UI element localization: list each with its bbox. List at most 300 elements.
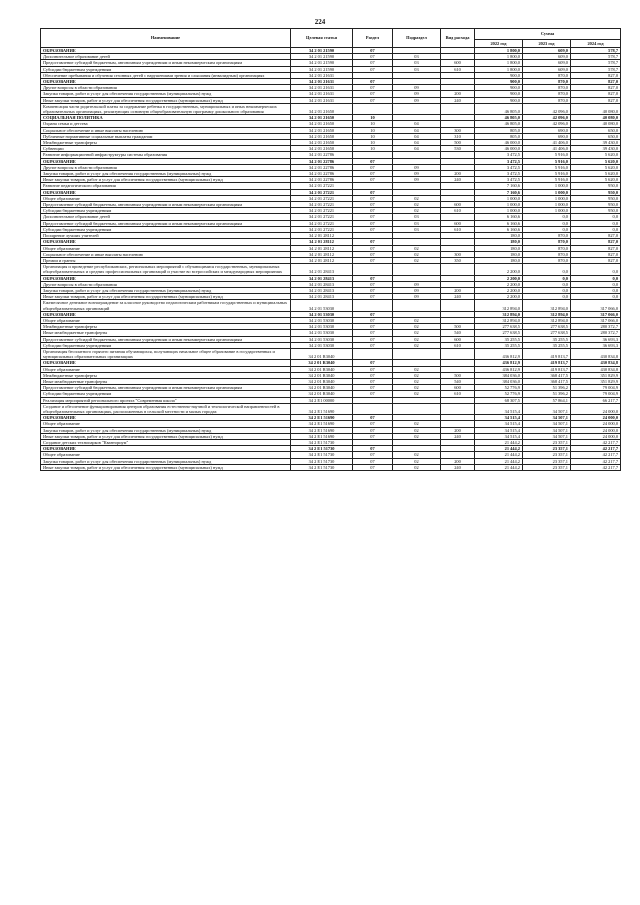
cell-section: 07 [353, 317, 393, 323]
cell-2022: 21 444,2 [475, 452, 523, 458]
cell-code: 34 2 01 28413 [291, 281, 353, 287]
cell-2024: 950,0 [571, 208, 621, 214]
cell-section: 07 [353, 54, 393, 60]
cell-section: 07 [353, 281, 393, 287]
cell-2022: 3 472,5 [475, 152, 523, 158]
col-header-subsection: Подраздел [393, 29, 441, 48]
cell-subsection: 02 [393, 421, 441, 427]
cell-2022: 21 444,2 [475, 458, 523, 464]
cell-section: 07 [353, 452, 393, 458]
cell-2024: 0,0 [571, 287, 621, 293]
cell-expense-type: 600 [441, 202, 475, 208]
col-header-2024: 2024 год [571, 40, 621, 48]
table-row [41, 403, 621, 414]
cell-2023: 1 000,0 [523, 208, 571, 214]
cell-section: 07 [353, 220, 393, 226]
cell-2023: 23 357,1 [523, 464, 571, 470]
cell-code: 34 2 E1 51690 [291, 427, 353, 433]
cell-2023: 312 894,0 [523, 317, 571, 323]
cell-2024: 24 000,0 [571, 415, 621, 421]
cell-2022: 2 200,0 [475, 275, 523, 281]
cell-2023: 870,0 [523, 85, 571, 91]
cell-2024: 430 834,8 [571, 360, 621, 366]
cell-expense-type: 200 [441, 287, 475, 293]
cell-2023: 609,0 [523, 60, 571, 66]
cell-name: Создание и обеспечение функционирования центров образования естественно-научной и технологической направленностей в общеобразовательных организациях, расположенных в сельской местности и малых городах [41, 403, 291, 414]
cell-2022: 180,0 [475, 251, 523, 257]
cell-2023: 34 507,1 [523, 403, 571, 414]
cell-2022: 2 200,0 [475, 264, 523, 275]
cell-code: 34 2 01 28112 [291, 245, 353, 251]
cell-expense-type: 350 [441, 257, 475, 263]
cell-2022: 436 812,9 [475, 348, 523, 359]
cell-2023: 368 417,5 [523, 372, 571, 378]
cell-2023: 1 000,0 [523, 195, 571, 201]
cell-section: 07 [353, 195, 393, 201]
cell-expense-type: 240 [441, 433, 475, 439]
cell-expense-type: 600 [441, 60, 475, 66]
cell-expense-type [441, 264, 475, 275]
cell-2022: 34 515,4 [475, 415, 523, 421]
cell-2023: 34 507,1 [523, 415, 571, 421]
cell-subsection: 02 [393, 372, 441, 378]
cell-name: Дополнительное образование детей [41, 54, 291, 60]
cell-2024: 39 430,0 [571, 140, 621, 146]
cell-2024: 42 217,7 [571, 464, 621, 470]
cell-section: 10 [353, 115, 393, 121]
cell-2023: 42 096,0 [523, 115, 571, 121]
cell-code: 34 2 01 53030 [291, 324, 353, 330]
table-row [41, 300, 621, 311]
cell-subsection: 02 [393, 378, 441, 384]
cell-code: 34 2 01 28112 [291, 233, 353, 239]
table-row [41, 103, 621, 114]
cell-name: Межбюджетные трансферты [41, 372, 291, 378]
cell-2022: 2 200,0 [475, 281, 523, 287]
cell-name: Иные закупки товаров, работ и услуг для обеспечения государственных (муниципальных) нужд [41, 97, 291, 103]
cell-2023: 5 916,0 [523, 177, 571, 183]
cell-code: 34 2 01 21650 [291, 127, 353, 133]
cell-name: Дополнительное образование детей [41, 214, 291, 220]
cell-2024: 5 620,0 [571, 177, 621, 183]
cell-subsection: 03 [393, 66, 441, 72]
cell-2022: 35 255,5 [475, 336, 523, 342]
cell-2023: 609,0 [523, 66, 571, 72]
cell-code: 34 2 01 28112 [291, 257, 353, 263]
cell-expense-type: 540 [441, 378, 475, 384]
cell-section: 07 [353, 208, 393, 214]
cell-code: 34 2 01 R3040 [291, 391, 353, 397]
cell-subsection: 02 [393, 251, 441, 257]
cell-2023: 419 813,7 [523, 348, 571, 359]
cell-expense-type [441, 403, 475, 414]
cell-expense-type: 300 [441, 127, 475, 133]
cell-2024: 24 000,0 [571, 421, 621, 427]
cell-2022: 7 160,6 [475, 189, 523, 195]
cell-subsection: 04 [393, 127, 441, 133]
cell-2022: 2 200,0 [475, 294, 523, 300]
cell-expense-type: 200 [441, 458, 475, 464]
cell-subsection: 02 [393, 391, 441, 397]
cell-expense-type: 600 [441, 336, 475, 342]
cell-subsection: 02 [393, 464, 441, 470]
cell-code: 34 2 01 53030 [291, 300, 353, 311]
cell-name: Премии и гранты [41, 257, 291, 263]
cell-section: 07 [353, 189, 393, 195]
cell-2024: 827,0 [571, 91, 621, 97]
cell-2024: 650,0 [571, 127, 621, 133]
cell-name: Обеспечение пребывания и обучения сезонных детей с нарушениями зрения и слышания (инвалидным) организациях [41, 72, 291, 78]
cell-2024: 24 000,0 [571, 427, 621, 433]
cell-name: Общее образование [41, 195, 291, 201]
col-header-2023: 2023 год [523, 40, 571, 48]
cell-2022: 6 160,6 [475, 220, 523, 226]
cell-2022: 46 000,0 [475, 140, 523, 146]
cell-subsection: 09 [393, 91, 441, 97]
cell-2024: 578,7 [571, 60, 621, 66]
col-header-section: Раздел [353, 29, 393, 48]
cell-code: 34 2 01 28413 [291, 294, 353, 300]
cell-2024: 280 372,7 [571, 330, 621, 336]
cell-2022: 180,0 [475, 239, 523, 245]
cell-name: ОБРАЗОВАНИЕ [41, 48, 291, 54]
cell-name: Субсидии бюджетным учреждениям [41, 66, 291, 72]
cell-2024: 39 430,0 [571, 146, 621, 152]
cell-2022: 1 000,0 [475, 202, 523, 208]
cell-code: 34 2 01 28413 [291, 287, 353, 293]
cell-expense-type: 610 [441, 226, 475, 232]
cell-code: 34 2 01 R3040 [291, 378, 353, 384]
cell-code: 34 2 01 53030 [291, 317, 353, 323]
cell-section: 07 [353, 342, 393, 348]
cell-code: 34 2 01 28112 [291, 239, 353, 245]
cell-code: 34 2 01 21650 [291, 140, 353, 146]
cell-2022: 180,0 [475, 245, 523, 251]
cell-2022: 34 515,4 [475, 433, 523, 439]
cell-subsection: 02 [393, 366, 441, 372]
cell-2023: 34 507,1 [523, 433, 571, 439]
cell-2024: 79 004,9 [571, 385, 621, 391]
cell-2024: 66 217,7 [571, 397, 621, 403]
cell-2024: 950,0 [571, 202, 621, 208]
cell-2022: 1 800,0 [475, 60, 523, 66]
cell-2023: 57 864,1 [523, 397, 571, 403]
cell-expense-type: 240 [441, 97, 475, 103]
cell-section: 07 [353, 421, 393, 427]
cell-2023: 609,0 [523, 48, 571, 54]
cell-name: ОБРАЗОВАНИЕ [41, 275, 291, 281]
cell-subsection: 02 [393, 317, 441, 323]
cell-name: Закупка товаров, работ и услуг для обеспечения государственных (муниципальных) нужд [41, 287, 291, 293]
cell-2023: 23 357,1 [523, 440, 571, 446]
cell-2023: 51 396,2 [523, 391, 571, 397]
cell-expense-type: 240 [441, 177, 475, 183]
cell-2022: 1 800,0 [475, 54, 523, 60]
cell-2023: 23 357,1 [523, 446, 571, 452]
cell-name: Общее образование [41, 317, 291, 323]
table-row [41, 264, 621, 275]
cell-2022: 277 638,5 [475, 324, 523, 330]
cell-2024: 5 620,0 [571, 158, 621, 164]
cell-2022: 277 638,5 [475, 330, 523, 336]
cell-code: 34 2 01 53030 [291, 342, 353, 348]
cell-2023: 870,0 [523, 233, 571, 239]
cell-subsection: 02 [393, 330, 441, 336]
cell-section: 07 [353, 336, 393, 342]
cell-section: 07 [353, 85, 393, 91]
cell-2024: 24 000,0 [571, 433, 621, 439]
cell-2022: 34 515,4 [475, 421, 523, 427]
table-header-row [41, 29, 621, 40]
cell-2024: 5 620,0 [571, 164, 621, 170]
cell-section: 07 [353, 391, 393, 397]
cell-name: Социальное обеспечение и иные выплаты населению [41, 251, 291, 257]
cell-name: Предоставление субсидий бюджетным, автономным учреждениям и иным некоммерческим организациям [41, 385, 291, 391]
cell-2024: 430 834,8 [571, 366, 621, 372]
cell-section: 10 [353, 127, 393, 133]
cell-2023: 609,0 [523, 54, 571, 60]
cell-name: Субсидии бюджетным учреждениям [41, 391, 291, 397]
cell-subsection: 04 [393, 146, 441, 152]
cell-2023: 1 000,0 [523, 189, 571, 195]
cell-code: 34 2 01 27221 [291, 208, 353, 214]
cell-name: Другие вопросы в области образования [41, 164, 291, 170]
cell-subsection [393, 403, 441, 414]
cell-expense-type: 600 [441, 220, 475, 226]
cell-subsection: 03 [393, 60, 441, 66]
cell-section: 07 [353, 330, 393, 336]
cell-2023: 870,0 [523, 251, 571, 257]
cell-2023: 0,0 [523, 226, 571, 232]
cell-2024: 827,0 [571, 85, 621, 91]
cell-2024: 0,0 [571, 275, 621, 281]
cell-expense-type: 610 [441, 208, 475, 214]
cell-2023: 0,0 [523, 264, 571, 275]
cell-2023: 1 000,0 [523, 202, 571, 208]
cell-2022: 46 000,0 [475, 146, 523, 152]
cell-section: 10 [353, 146, 393, 152]
cell-subsection [393, 300, 441, 311]
cell-2023: 1 000,0 [523, 183, 571, 189]
cell-2022: 1 800,0 [475, 66, 523, 72]
cell-2024: 827,0 [571, 72, 621, 78]
cell-2022: 436 812,9 [475, 366, 523, 372]
cell-2024: 578,7 [571, 66, 621, 72]
cell-2023: 312 894,0 [523, 300, 571, 311]
cell-code: 34 2 E1 00000 [291, 397, 353, 403]
cell-2024: 36 693,3 [571, 336, 621, 342]
cell-2023: 5 916,0 [523, 158, 571, 164]
cell-subsection: 02 [393, 257, 441, 263]
cell-name: ОБРАЗОВАНИЕ [41, 189, 291, 195]
cell-name: Предоставление субсидий бюджетным, автономным учреждениям и иным некоммерческим организациям [41, 202, 291, 208]
cell-code: 34 2 01 21650 [291, 115, 353, 121]
cell-name: ОБРАЗОВАНИЕ [41, 158, 291, 164]
cell-2022: 6 160,6 [475, 226, 523, 232]
cell-2023: 51 396,2 [523, 385, 571, 391]
cell-section: 10 [353, 133, 393, 139]
cell-code: 34 2 01 27221 [291, 226, 353, 232]
cell-2022: 2 200,0 [475, 287, 523, 293]
cell-2024: 827,0 [571, 251, 621, 257]
cell-2024: 0,0 [571, 281, 621, 287]
cell-name: ОБРАЗОВАНИЕ [41, 311, 291, 317]
cell-section [353, 348, 393, 359]
cell-section: 07 [353, 164, 393, 170]
cell-2023: 23 357,1 [523, 452, 571, 458]
cell-expense-type: 200 [441, 427, 475, 433]
cell-2024: 42 217,7 [571, 452, 621, 458]
cell-subsection: 04 [393, 121, 441, 127]
cell-2022: 6 160,6 [475, 214, 523, 220]
cell-code: 34 2 E1 51730 [291, 452, 353, 458]
cell-section: 07 [353, 458, 393, 464]
cell-name: Реализация мероприятий регионального проекта "Современная школа" [41, 397, 291, 403]
cell-2024: 24 000,0 [571, 403, 621, 414]
cell-subsection: 02 [393, 195, 441, 201]
cell-2022: 35 255,5 [475, 342, 523, 348]
cell-name: Предоставление субсидий бюджетным, автономным учреждениям и иным некоммерческим организациям [41, 220, 291, 226]
cell-2024: 5 620,0 [571, 171, 621, 177]
cell-code: 34 2 01 R3040 [291, 366, 353, 372]
cell-name: Организация и проведение республиканских, региональных мероприятий с обучающимися государственных, муниципальных общеобразовательных и средних профессиональных организаций и участие во всероссийских и международных мероприятиях [41, 264, 291, 275]
cell-code: 34 2 E1 51690 [291, 433, 353, 439]
cell-2022: 34 515,4 [475, 427, 523, 433]
cell-2022: 805,0 [475, 133, 523, 139]
cell-2024: 827,0 [571, 245, 621, 251]
cell-section: 07 [353, 378, 393, 384]
cell-code: 34 2 E1 51730 [291, 440, 353, 446]
cell-2022: 900,0 [475, 85, 523, 91]
cell-name: Предоставление субсидий бюджетным, автономным учреждениям и иным некоммерческим организациям [41, 336, 291, 342]
cell-code: 34 2 01 27221 [291, 195, 353, 201]
cell-section: 07 [353, 177, 393, 183]
cell-section: 07 [353, 171, 393, 177]
cell-subsection: 09 [393, 177, 441, 183]
cell-2023: 42 096,0 [523, 121, 571, 127]
cell-2024: 0,0 [571, 264, 621, 275]
cell-name: Иные закупки товаров, работ и услуг для обеспечения государственных (муниципальных) нужд [41, 433, 291, 439]
cell-2024: 351 829,9 [571, 378, 621, 384]
cell-2022: 312 894,0 [475, 311, 523, 317]
cell-name: Закупка товаров, работ и услуг для обеспечения государственных (муниципальных) нужд [41, 458, 291, 464]
cell-name: Иные закупки товаров, работ и услуг для обеспечения государственных (муниципальных) нужд [41, 177, 291, 183]
cell-section: 07 [353, 287, 393, 293]
cell-2022: 180,0 [475, 233, 523, 239]
cell-subsection: 09 [393, 97, 441, 103]
cell-subsection: 03 [393, 226, 441, 232]
cell-section [353, 103, 393, 114]
cell-code: 34 2 01 21631 [291, 85, 353, 91]
cell-code: 34 2 01 27221 [291, 220, 353, 226]
cell-code: 34 2 01 28413 [291, 275, 353, 281]
cell-2022: 46 805,0 [475, 103, 523, 114]
cell-code: 34 2 01 R3040 [291, 360, 353, 366]
cell-name: Общее образование [41, 452, 291, 458]
cell-2024: 827,0 [571, 239, 621, 245]
cell-subsection: 09 [393, 281, 441, 287]
cell-name: Субсидии бюджетным учреждениям [41, 226, 291, 232]
cell-code: 34 2 01 21650 [291, 103, 353, 114]
cell-name: Субсидии бюджетным учреждениям [41, 342, 291, 348]
cell-2022: 3 472,5 [475, 171, 523, 177]
cell-section: 07 [353, 91, 393, 97]
cell-2023: 42 096,0 [523, 103, 571, 114]
cell-code: 34 2 01 21631 [291, 79, 353, 85]
cell-name: Другие вопросы в области образования [41, 85, 291, 91]
cell-section: 07 [353, 251, 393, 257]
cell-code: 34 2 01 21590 [291, 48, 353, 54]
cell-2024: 5 620,0 [571, 152, 621, 158]
cell-2022: 3 472,5 [475, 158, 523, 164]
cell-code: 34 2 E1 51690 [291, 421, 353, 427]
cell-2023: 35 255,5 [523, 336, 571, 342]
cell-2024: 42 217,7 [571, 446, 621, 452]
cell-subsection: 02 [393, 385, 441, 391]
cell-2024: 0,0 [571, 294, 621, 300]
cell-2022: 21 444,2 [475, 446, 523, 452]
cell-2023: 41 406,0 [523, 146, 571, 152]
cell-expense-type: 500 [441, 324, 475, 330]
cell-code: 34 2 01 21631 [291, 97, 353, 103]
cell-2023: 870,0 [523, 245, 571, 251]
cell-name: ОБРАЗОВАНИЕ [41, 360, 291, 366]
cell-subsection: 02 [393, 245, 441, 251]
cell-name: Предоставление субсидий бюджетным, автономным учреждениям и иным некоммерческим организациям [41, 60, 291, 66]
cell-2022: 3 472,5 [475, 177, 523, 183]
cell-2022: 3 472,5 [475, 164, 523, 170]
cell-2022: 1 000,0 [475, 195, 523, 201]
col-header-name: Наименование [41, 29, 291, 48]
cell-2022: 900,0 [475, 79, 523, 85]
cell-name: Закупка товаров, работ и услуг для обеспечения государственных (муниципальных) нужд [41, 427, 291, 433]
cell-2023: 0,0 [523, 275, 571, 281]
cell-expense-type: 200 [441, 91, 475, 97]
cell-section: 07 [353, 385, 393, 391]
cell-2022: 21 444,2 [475, 464, 523, 470]
cell-code: 34 2 01 21590 [291, 60, 353, 66]
cell-name: Ежемесячное денежное вознаграждение за классное руководство педагогическим работникам государственных и муниципальных общеобразовательных организаций [41, 300, 291, 311]
cell-2024: 0,0 [571, 220, 621, 226]
cell-code: 34 2 01 27221 [291, 202, 353, 208]
budget-table [40, 28, 621, 471]
cell-subsection: 09 [393, 164, 441, 170]
cell-section: 10 [353, 140, 393, 146]
cell-subsection: 02 [393, 324, 441, 330]
cell-code: 34 2 01 21650 [291, 121, 353, 127]
cell-2023: 870,0 [523, 91, 571, 97]
cell-2024: 827,0 [571, 257, 621, 263]
cell-2024: 430 834,8 [571, 348, 621, 359]
cell-subsection: 03 [393, 54, 441, 60]
cell-2024: 827,0 [571, 97, 621, 103]
cell-subsection: 03 [393, 220, 441, 226]
cell-2022: 900,0 [475, 91, 523, 97]
cell-section: 07 [353, 464, 393, 470]
cell-2024: 0,0 [571, 226, 621, 232]
cell-2023: 34 507,1 [523, 421, 571, 427]
cell-subsection [393, 264, 441, 275]
cell-section: 07 [353, 366, 393, 372]
cell-2024: 79 004,9 [571, 391, 621, 397]
cell-2022: 52 776,9 [475, 385, 523, 391]
cell-2024: 42 217,7 [571, 458, 621, 464]
cell-2024: 827,0 [571, 233, 621, 239]
cell-2024: 42 217,7 [571, 440, 621, 446]
cell-2022: 1 000,0 [475, 208, 523, 214]
cell-subsection: 03 [393, 214, 441, 220]
cell-2023: 870,0 [523, 257, 571, 263]
